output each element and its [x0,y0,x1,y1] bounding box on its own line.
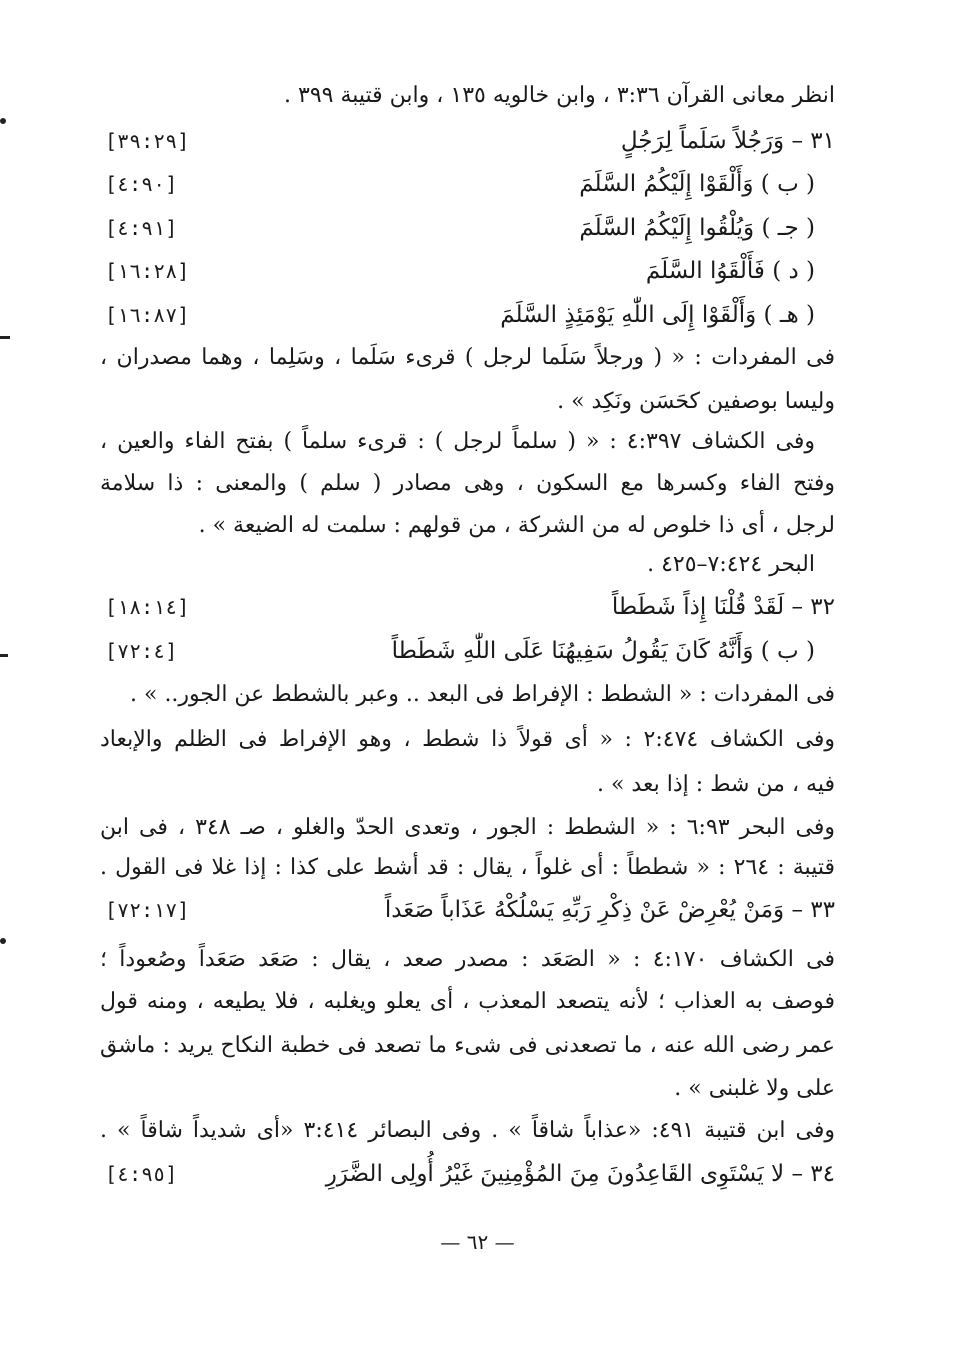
line-text: البحر ٧:٤٢٤–٤٢٥ . [647,552,815,577]
verse-line [100,584,835,630]
text-line [100,762,835,808]
line-text: وفى الكشاف ٤:٣٩٧ : « ( سلماً لرجل ) : قرىء سلماً ) بفتح الفاء والعين ، [100,429,815,454]
verse-line [100,118,835,164]
verse-line [100,205,835,251]
scan-mark [0,938,6,944]
text-line [100,335,835,381]
line-text: فى المفردات : « الشطط : الإفراط فى البعد .. وعبر بالشطط عن الجور.. » . [130,682,835,707]
text-line [100,461,835,507]
verse-line [100,628,835,674]
verse-line [100,1151,835,1197]
verse-text: ( ب ) وَأَلْقَوْا إِلَيْكُمُ السَّلَمَ [579,171,815,197]
line-text: وفى ابن قتيبة ٤٩١: «عذاباً شاقاً » . وفى البصائر ٣:٤١٤ «أى شديداً شاقاً » . [100,1118,835,1143]
line-text: فى الكشاف ٤:١٧٠ : « الصَعَد : مصدر صعد ، يقال : صَعَد صَعَداً وصُعوداً ؛ [100,947,835,972]
text-line [100,979,835,1025]
text-line [100,717,835,763]
line-text: على ولا غلبنى » . [674,1076,835,1101]
verse-text: ( جـ ) وَيُلْقُوا إِلَيْكُمُ السَّلَمَ [579,215,815,241]
verse-text: ( ب ) وَأَنَّهُ كَانَ يَقُولُ سَفِيهُنَا عَلَى اللّٰهِ شَطَطاً [391,638,815,664]
line-text: عمر رضى الله عنه ، ما تصعدنى فى شىء ما تصعد فى خطبة النكاح يريد : ماشق [100,1033,835,1058]
scan-mark [0,336,10,339]
text-line [100,1023,835,1069]
line-text: وليسا بوصفين كحَسَن ونَكِد » . [557,389,835,414]
verse-text: ( هـ ) وَأَلْقَوْا إِلَى اللّٰهِ يَوْمَئِذٍ السَّلَمَ [500,302,815,328]
verse-reference: [٣٩:٢٩] [105,129,190,153]
verse-line [100,292,835,338]
verse-reference: [٤:٩٥] [105,1162,178,1186]
line-text: لرجل ، أى ذا خلوص له من الشركة ، من قولهم : سلمت له الضيعة » . [198,513,835,538]
verse-reference: [١٨:١٤] [105,595,190,619]
text-line [100,937,835,983]
text-line [100,73,835,119]
verse-text: ( د ) فَأَلْقَوُا السَّلَمَ [645,258,815,284]
verse-reference: [٤:٩٠] [105,172,178,196]
verse-reference: [٤:٩١] [105,216,178,240]
scan-mark [0,118,6,124]
line-text: وفتح الفاء وكسرها مع السكون ، وهى مصادر ( سلم ) والمعنى : ذا سلامة [100,471,835,496]
verse-text: ٣٤ – لا يَسْتَوِى القَاعِدُونَ مِنَ المُؤْمِنِينَ غَيْرُ أُولِى الضَّرَرِ [325,1161,835,1187]
page-number: — ٦٢ — [440,1230,515,1254]
verse-reference: [٧٢:١٧] [105,898,190,922]
line-text: فى المفردات : « ( ورجلاً سَلَما لرجل ) قرىء سَلَما ، وسَلِما ، وهما مصدران ، [100,345,835,370]
verse-text: ٣١ – وَرَجُلاً سَلَماً لِرَجُلٍ [620,128,835,154]
text-line [100,419,835,465]
text-line [100,845,835,891]
verse-reference: [٧٢:٤] [105,639,178,663]
verse-reference: [١٦:٢٨] [105,259,190,283]
line-text: فوصف به العذاب ؛ لأنه يتصعد المعذب ، أى يعلو ويغلبه ، فلا يطيعه ، ومنه قول [100,989,835,1014]
line-text: انظر معانى القرآن ٣:٣٦ ، وابن خالويه ١٣٥ ، وابن قتيبة ٣٩٩ . [284,83,835,108]
verse-text: ٣٢ – لَقَدْ قُلْنَا إِذاً شَطَطاً [611,594,835,620]
text-line [100,542,835,588]
line-text: قتيبة : ٢٦٤ : « شططاً : أى غلواً ، يقال : قد أشط على كذا : إذا غلا فى القول . [100,855,835,880]
verse-line [100,887,835,933]
verse-text: ٣٣ – وَمَنْ يُعْرِضْ عَنْ ذِكْرِ رَبِّهِ يَسْلُكْهُ عَذَاباً صَعَداً [384,897,835,923]
scan-mark [0,654,8,657]
line-text: فيه ، من شط : إذا بعد » . [596,772,835,797]
text-line [100,1066,835,1112]
text-line [100,672,835,718]
verse-line [100,161,835,207]
text-line [100,1108,835,1154]
line-text: وفى الكشاف ٢:٤٧٤ : « أى قولاً ذا شطط ، وهو الإفراط فى الظلم والإبعاد [100,727,835,752]
verse-reference: [١٦:٨٧] [105,303,190,327]
verse-line [100,248,835,294]
line-text: وفى البحر ٦:٩٣ : « الشطط : الجور ، وتعدى الحدّ والغلو ، صـ ٣٤٨ ، فى ابن [100,815,835,840]
